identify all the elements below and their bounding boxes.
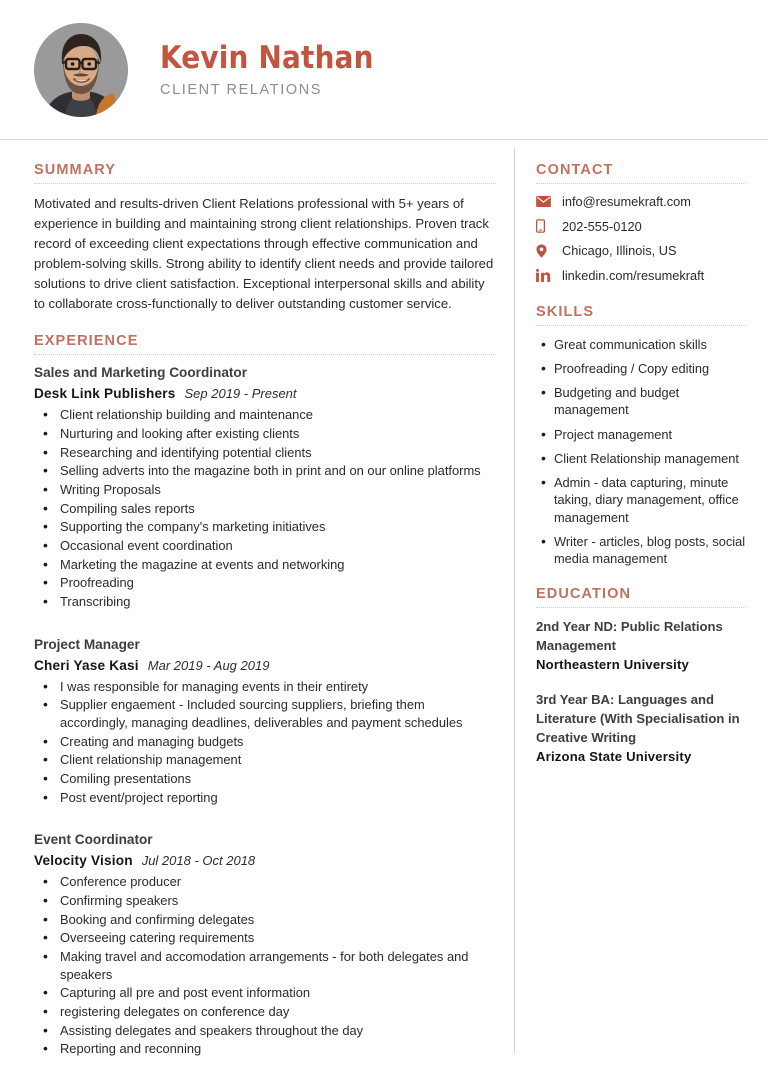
contact-item[interactable] [536,268,746,285]
job-bullet: • Booking and confirming delegates [56,911,496,929]
contact-item[interactable] [536,243,746,260]
job-bullet: • Occasional event coordination [56,537,496,555]
experience-entry [34,832,496,1058]
education-entry [536,618,746,675]
experience-entry [34,637,496,807]
skill-item: • Writer - articles, blog posts, social media management [554,533,746,568]
contact-item[interactable] [536,219,746,236]
job-company: Cheri Yase Kasi [34,657,139,673]
section-experience [34,333,496,1058]
job-bullet: • Marketing the magazine at events and networking [56,556,496,574]
contact-rule [536,183,746,184]
job-bullet: • Capturing all pre and post event information [56,984,496,1002]
job-meta [34,852,496,870]
section-skills [536,304,746,568]
job-bullet: • Confirming speakers [56,892,496,910]
education-rule [536,607,746,608]
job-company: Desk Link Publishers [34,386,176,402]
resume-header [0,0,768,140]
job-bullet: • Nurturing and looking after existing clients [56,425,496,443]
job-bullet: • Transcribing [56,593,496,611]
job-bullet: • I was responsible for managing events in their entirety [56,678,496,696]
job-bullet: • Compiling sales reports [56,500,496,518]
contact-value: info@resumekraft.com [562,194,691,209]
candidate-role: CLIENT RELATIONS [160,82,323,99]
education-list [536,618,746,767]
envelope-icon [536,194,556,209]
job-title: Event Coordinator [34,832,153,848]
job-meta [34,657,496,675]
contact-heading: CONTACT [536,162,614,178]
summary-text: Motivated and results-driven Client Relations professional with 5+ years of experience in building and maintaining strong client relationships. Proven track record of exceeding client expectations through effective communication and problem-solving skills. Strong ability to identify client needs and provide tailored solutions to drive client satisfaction. Exceptional interpersonal skills and ability to collaborate cross-functionally to deliver outstanding customer service. [34,196,494,312]
job-bullet: • Researching and identifying potential clients [56,444,496,462]
job-bullet-list [34,873,496,1058]
job-bullet-list [34,406,496,610]
resume-body [0,140,768,1077]
job-bullet: • Client relationship management [56,751,496,769]
education-degree: 2nd Year ND: Public Relations Management [536,619,723,654]
candidate-name: Kevin Nathan [160,39,374,76]
education-school: Arizona State University [536,749,692,765]
skills-rule [536,325,746,326]
skill-item: • Great communication skills [554,336,746,353]
job-bullet: • Making travel and accomodation arrangements - for both delegates and speakers [56,948,496,983]
column-divider [514,148,515,1053]
education-heading: EDUCATION [536,586,632,603]
contact-item[interactable] [536,194,746,211]
job-company: Velocity Vision [34,853,133,869]
section-contact [536,162,746,285]
contact-list [536,194,746,285]
main-column [0,140,514,1077]
job-bullet-list [34,678,496,807]
job-bullet: • Assisting delegates and speakers throughout the day [56,1022,496,1040]
education-school: Northeastern University [536,657,690,673]
job-meta [34,385,496,403]
section-summary [34,162,496,314]
job-bullet: • Comiling presentations [56,770,496,788]
skills-heading: SKILLS [536,303,595,320]
education-degree: 3rd Year BA: Languages and Literature (With Specialisation in Creative Writing [536,692,740,746]
job-bullet: • Creating and managing budgets [56,733,496,751]
job-bullet: • Post event/project reporting [56,789,496,807]
job-bullet: • Overseeing catering requirements [56,929,496,947]
job-bullet: • Reporting and reconning [56,1040,496,1058]
linkedin-icon [536,268,556,283]
sidebar-column [514,140,768,786]
job-dates: Sep 2019 - Present [184,386,297,402]
experience-heading: EXPERIENCE [34,333,139,350]
contact-value: 202-555-0120 [562,218,642,234]
experience-entry [34,365,496,610]
skill-item: • Proofreading / Copy editing [554,360,746,377]
job-title: Sales and Marketing Coordinator [34,365,248,381]
contact-value: linkedin.com/resumekraft [562,267,705,283]
job-bullet: • Supporting the company's marketing initiatives [56,518,496,536]
experience-rule [34,354,496,355]
job-bullet: • Conference producer [56,873,496,891]
job-dates: Jul 2018 - Oct 2018 [141,853,256,869]
job-bullet: • Supplier engaement - Included sourcing suppliers, briefing them accordingly, managing deadlines, deliverables and payment schedules [56,696,496,731]
summary-heading: SUMMARY [34,162,117,178]
avatar [34,23,128,117]
header-text [160,41,374,98]
experience-list [34,365,496,1058]
skill-item: • Client Relationship management [554,450,746,467]
skills-list [536,336,746,568]
job-bullet: • Client relationship building and maintenance [56,406,496,424]
job-bullet: • Proofreading [56,574,496,592]
skill-item: • Admin - data capturing, minute taking, diary management, office management [554,474,746,526]
skill-item: • Project management [554,426,746,443]
job-bullet: • Selling adverts into the magazine both in print and on our online platforms [56,462,496,480]
summary-rule [34,183,496,184]
mobile-phone-icon [536,219,556,234]
job-title: Project Manager [34,636,140,652]
skill-item: • Budgeting and budget management [554,384,746,419]
job-bullet: • registering delegates on conference day [56,1003,496,1021]
contact-value: Chicago, Illinois, US [562,243,677,259]
job-bullet: • Writing Proposals [56,481,496,499]
job-dates: Mar 2019 - Aug 2019 [147,657,270,673]
map-pin-icon [536,243,556,258]
section-education [536,586,746,767]
education-entry [536,691,746,767]
